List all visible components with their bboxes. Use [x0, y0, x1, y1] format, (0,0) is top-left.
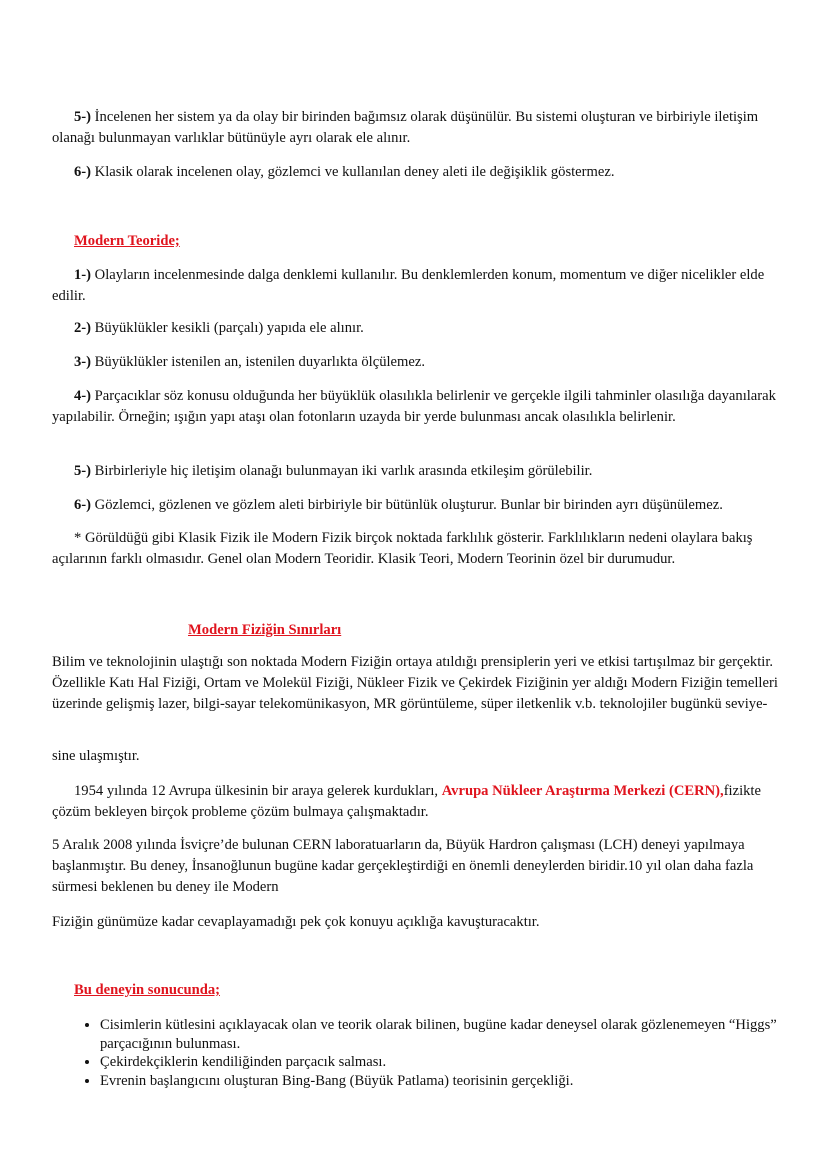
limits-heading: Modern Fiziğin Sınırları: [188, 622, 342, 638]
limits-heading-para: [188, 620, 588, 641]
item-number: 2-): [74, 320, 92, 336]
classic-item-5: [52, 107, 782, 149]
item-text: İncelenen her sistem ya da olay bir birinden bağımsız olarak düşünülür. Bu sistemi oluşturan ve birbiriyle iletişim olanağı bulunmayan varlıklar bütünüyle ayrı olarak ele alınır.: [52, 109, 759, 146]
item-number: 3-): [74, 354, 92, 370]
list-item: • Cisimlerin kütlesini açıklayacak olan ve teorik olarak bilinen, bugüne kadar deneysel olarak gözlenemeyen “Higgs” parçacığının bulunması.: [100, 1016, 820, 1053]
item-number: 5-): [74, 109, 92, 125]
item-text: Klasik olarak incelenen olay, gözlemci ve kullanılan deney aleti ile değişiklik göstermez.: [91, 164, 615, 180]
item-text: Parçacıklar söz konusu olduğunda her büyüklük olasılıkla belirlenir ve gerçekle ilgili tahminler olasılığa dayanılarak yapılabilir. Örneğin; ışığın yapı ataşı olan fotonların uzayda bir yerde bulunması ancak olasılıkla belirlenir.: [52, 388, 776, 425]
list-item: • Çekirdekçiklerin kendiliğinden parçacık salması.: [100, 1053, 820, 1072]
modern-item-1: [52, 265, 782, 307]
item-number: 1-): [74, 267, 92, 283]
modern-heading-para: [52, 231, 782, 252]
cern-highlight: Avrupa Nükleer Araştırma Merkezi (CERN),: [441, 783, 724, 799]
item-text: Olayların incelenmesinde dalga denklemi kullanılır. Bu denklemlerden konum, momentum ve diğer nicelikler elde edilir.: [52, 267, 765, 304]
classic-item-6: [52, 162, 782, 183]
modern-item-2: [52, 318, 782, 339]
cern-text-after: fizikte çözüm bekleyen birçok probleme çözüm bulmaya çalışmaktadır.: [52, 783, 761, 820]
modern-item-6: [52, 495, 782, 516]
modern-item-4: [52, 386, 782, 428]
lhc-paragraph-cont: Fiziğin günümüze kadar cevaplayamadığı pek çok konuyu açıklığa kavuşturacaktır.: [52, 914, 540, 930]
item-text: Gözlemci, gözlenen ve gözlem aleti birbiriyle bir bütünlük oluşturur. Bunlar bir birinden ayrı düşünülemez.: [91, 497, 723, 513]
results-heading: Bu deneyin sonucunda;: [74, 982, 220, 998]
modern-item-5: [52, 461, 782, 482]
modern-heading: Modern Teoride;: [74, 233, 180, 249]
results-list: [52, 1016, 820, 1090]
list-item: • Evrenin başlangıcını oluşturan Bing-Bang (Büyük Patlama) teorisinin gerçekliği.: [100, 1072, 820, 1091]
limits-paragraph: Bilim ve teknolojinin ulaştığı son noktada Modern Fiziğin ortaya atıldığı prensiplerin yeri ve etkisi tartışılmaz bir gerçektir. Özellikle Katı Hal Fiziği, Ortam ve Molekül Fiziği, Nükleer Fizik ve Çekirdek Fiziğinin yer aldığı Modern Fiziğin temelleri üzerinde gelişmiş lazer, bilgi-sayar telekomünikasyon, MR görüntüleme, süper iletkenlik v.b. teknolojiler bugünkü seviye-: [52, 654, 778, 712]
cern-paragraph: [52, 781, 782, 823]
lhc-paragraph: 5 Aralık 2008 yılında İsviçre’de bulunan CERN laboratuarların da, Büyük Hardron çalışması (LCH) deneyi yapılmaya başlanmıştır. Bu deney, İnsanoğlunun bugüne kadar gerçekleştirdiği en önemli deneylerden biridir.10 yıl olan daha fazla sürmesi beklenen bu deney ile Modern: [52, 837, 754, 895]
item-text: Birbirleriyle hiç iletişim olanağı bulunmayan iki varlık arasında etkileşim görülebilir.: [91, 463, 593, 479]
item-number: 5-): [74, 463, 92, 479]
item-number: 4-): [74, 388, 92, 404]
item-text: Büyüklükler istenilen an, istenilen duyarlıkta ölçülemez.: [91, 354, 425, 370]
comparison-note: * Görüldüğü gibi Klasik Fizik ile Modern Fizik birçok noktada farklılık gösterir. Farklılıkların nedeni olaylara bakış açılarının farklı olmasıdır. Genel olan Modern Teoridir. Klasik Teori, Modern Teorinin özel bir durumudur.: [52, 530, 753, 567]
cern-text-before: 1954 yılında 12 Avrupa ülkesinin bir araya gelerek kurdukları,: [74, 783, 442, 799]
item-number: 6-): [74, 497, 92, 513]
modern-item-3: [52, 352, 782, 373]
item-text: Büyüklükler kesikli (parçalı) yapıda ele alınır.: [91, 320, 364, 336]
results-heading-para: [52, 980, 782, 1001]
item-number: 6-): [74, 164, 92, 180]
limits-paragraph-cont: sine ulaşmıştır.: [52, 748, 140, 764]
